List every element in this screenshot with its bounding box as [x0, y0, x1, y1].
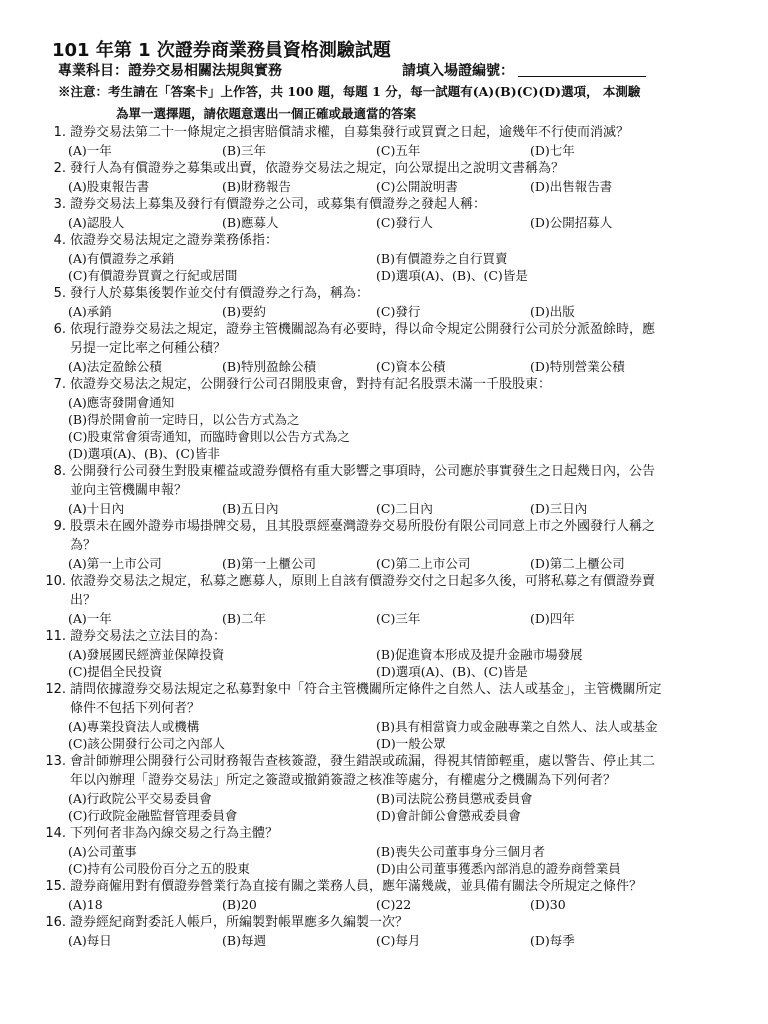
answer-options — [68, 214, 768, 231]
answer-option-a: (A)公司董事 — [68, 844, 137, 859]
answer-option-c: (C)行政院金融監督管理委員會 — [68, 808, 238, 823]
answer-options — [68, 555, 768, 572]
answer-options — [68, 250, 768, 284]
question-item — [0, 159, 768, 195]
answer-options — [68, 646, 768, 680]
answer-option-c: (C)發行 — [376, 304, 421, 319]
question-text — [70, 320, 738, 358]
admission-label: 請填入場證編號： — [402, 63, 514, 79]
question-text-line: 依現行證券交易法之規定，證券主管機關認為有必要時，得以命令規定公開發行公司於分派盈餘時，應 — [70, 322, 656, 337]
question-text-line: 依證券交易法之規定，私募之應募人，原則上自該有價證券交付之日起多久後，可將私募之有價證券賣 — [70, 574, 656, 589]
question-number: 13. — [45, 754, 66, 769]
question-item — [0, 195, 768, 231]
answer-option-d: (D)出售報告書 — [530, 179, 613, 194]
answer-option-a: (A)18 — [68, 897, 103, 912]
question-text — [70, 913, 738, 932]
question-text-line: 公開發行公司發生對股東權益或證券價格有重大影響之事項時，公司應於事實發生之日起幾日內，公告 — [70, 464, 656, 479]
answer-option-d: (D)選項(A)、(B)、(C)皆是 — [376, 268, 528, 283]
answer-option-b: (B)司法院公務員懲戒委員會 — [376, 791, 533, 806]
question-number: 8. — [53, 464, 66, 479]
question-number: 10. — [45, 574, 66, 589]
question-text-line: 會計師辦理公開發行公司財務報告查核簽證，發生錯誤或疏漏，得視其情節輕重，處以警告、停止其二 — [70, 754, 656, 769]
answer-option-d: (D)每季 — [530, 933, 575, 948]
answer-option-c: (C)每月 — [376, 933, 421, 948]
answer-option-c: (C)有價證券買賣之行紀或居間 — [68, 268, 238, 283]
answer-options — [68, 358, 768, 375]
question-text — [70, 680, 738, 718]
question-item — [0, 462, 768, 517]
question-item — [0, 680, 768, 752]
answer-option-b: (B)20 — [222, 897, 257, 912]
question-number: 7. — [53, 377, 66, 392]
subject-label: 專業科目：證券交易相關法規與實務 — [58, 63, 282, 79]
admission-blank-line — [518, 62, 646, 77]
answer-option-a: (A)承銷 — [68, 304, 112, 319]
question-text — [70, 231, 738, 250]
question-text-line: 下列何者非為內線交易之行為主體？ — [70, 826, 279, 841]
answer-option-a: (A)十日內 — [68, 501, 125, 516]
answer-option-a: (A)一年 — [68, 611, 112, 626]
question-text-line: 證券商僱用對有價證券營業行為直接有關之業務人員，應年滿幾歲，並具備有關法令所規定之條件？ — [70, 879, 643, 894]
answer-option-d: (D)七年 — [530, 143, 575, 158]
answer-option-a: (A)發展國民經濟並保障投資 — [68, 647, 225, 662]
answer-option-b: (B)應募人 — [222, 215, 279, 230]
question-item — [0, 517, 768, 572]
question-text-line: 條件不包括下列何者？ — [70, 701, 201, 716]
question-item — [0, 877, 768, 913]
answer-option-b: (B)要約 — [222, 304, 266, 319]
question-item — [0, 375, 768, 462]
question-item — [0, 627, 768, 680]
question-number: 1. — [53, 125, 66, 140]
answer-option-b: (B)第一上櫃公司 — [222, 556, 316, 571]
question-number: 16. — [45, 915, 66, 930]
answer-option-c: (C)二日內 — [376, 501, 433, 516]
answer-option-c: (C)五年 — [376, 143, 421, 158]
question-text — [70, 877, 738, 896]
question-list — [0, 123, 768, 949]
question-item — [0, 320, 768, 375]
exam-note-line2: 為單一選擇題，請依題意選出一個正確或最適當的答案 — [116, 106, 417, 121]
answer-options — [68, 790, 768, 824]
answer-option-b: (B)促進資本形成及提升金融市場發展 — [376, 647, 583, 662]
question-text-line: 證券交易法之立法目的為： — [70, 629, 227, 644]
answer-option-d: (D)由公司董事獲悉內部消息的證券商營業員 — [376, 861, 621, 876]
answer-option-c: (C)三年 — [376, 611, 421, 626]
answer-options — [68, 500, 768, 517]
question-text-line: 股票未在國外證券市場掛牌交易，且其股票經臺灣證券交易所股份有限公司同意上市之外國發行人稱之 — [70, 519, 656, 534]
question-number: 15. — [45, 879, 66, 894]
question-item — [0, 824, 768, 877]
question-text — [70, 627, 738, 646]
question-text — [70, 462, 738, 500]
answer-option-a: (A)專業投資法人或機構 — [68, 719, 200, 734]
answer-options — [68, 718, 768, 752]
question-text-line: 發行人為有償證券之募集或出賣，依證券交易法之規定，向公眾提出之說明文書稱為？ — [70, 161, 565, 176]
question-text-line: 年以內辦理「證券交易法」所定之簽證或撤銷簽證之核准等處分，有權處分之機關為下列何者？ — [70, 773, 617, 788]
answer-option-c: (C)股東常會須寄通知，而臨時會則以公告方式為之 — [68, 429, 350, 444]
answer-option-d: (D)選項(A)、(B)、(C)皆是 — [376, 664, 528, 679]
exam-title: 101 年第 1 次證券商業務員資格測驗試題 — [52, 40, 391, 61]
answer-option-c: (C)第二上市公司 — [376, 556, 471, 571]
answer-option-d: (D)四年 — [530, 611, 575, 626]
question-number: 5. — [53, 286, 66, 301]
answer-option-b: (B)得於開會前一定時日，以公告方式為之 — [68, 412, 300, 427]
answer-option-a: (A)股東報告書 — [68, 179, 150, 194]
answer-option-d: (D)出版 — [530, 304, 575, 319]
question-text-line: 出？ — [70, 593, 97, 608]
question-item — [0, 231, 768, 284]
question-number: 11. — [45, 629, 66, 644]
answer-option-b: (B)每週 — [222, 933, 266, 948]
answer-option-a: (A)第一上市公司 — [68, 556, 162, 571]
answer-options — [68, 303, 768, 320]
answer-options — [68, 610, 768, 627]
answer-option-c: (C)提倡全民投資 — [68, 664, 163, 679]
question-item — [0, 752, 768, 824]
answer-option-b: (B)特別盈餘公積 — [222, 359, 316, 374]
answer-option-a: (A)一年 — [68, 143, 112, 158]
question-number: 12. — [45, 682, 66, 697]
question-number: 14. — [45, 826, 66, 841]
question-text — [70, 284, 738, 303]
answer-options — [68, 932, 768, 949]
question-item — [0, 572, 768, 627]
question-text — [70, 517, 738, 555]
question-text-line: 並向主管機關申報？ — [70, 483, 188, 498]
question-text-line: 證券經紀商對委託人帳戶，所編製對帳單應多久編製一次？ — [70, 915, 409, 930]
answer-option-d: (D)選項(A)、(B)、(C)皆非 — [68, 446, 220, 461]
question-item — [0, 913, 768, 949]
question-text — [70, 375, 738, 394]
question-text — [70, 195, 738, 214]
question-text-line: 證券交易法第二十一條規定之損害賠償請求權，自募集發行或買賣之日起，逾幾年不行使而消滅？ — [70, 125, 630, 140]
question-text-line: 發行人於募集後製作並交付有價證券之行為，稱為： — [70, 286, 370, 301]
answer-option-c: (C)公開說明書 — [376, 179, 458, 194]
question-number: 4. — [53, 233, 66, 248]
answer-option-b: (B)具有相當資力或金融專業之自然人、法人或基金 — [376, 719, 658, 734]
answer-option-d: (D)特別營業公積 — [530, 359, 625, 374]
question-text — [70, 824, 738, 843]
answer-option-c: (C)22 — [376, 897, 412, 912]
answer-option-d: (D)會計師公會懲戒委員會 — [376, 808, 521, 823]
answer-options — [68, 394, 768, 462]
question-text-line: 依證券交易法之規定，公開發行公司召開股東會，對持有記名股票未滿一千股股東： — [70, 377, 552, 392]
question-item — [0, 123, 768, 159]
answer-option-d: (D)第二上櫃公司 — [530, 556, 625, 571]
answer-option-b: (B)三年 — [222, 143, 266, 158]
answer-option-d: (D)公開招募人 — [530, 215, 613, 230]
answer-option-a: (A)應寄發開會通知 — [68, 395, 175, 410]
answer-option-d: (D)三日內 — [530, 501, 588, 516]
answer-options — [68, 896, 768, 913]
question-text — [70, 123, 738, 142]
answer-option-c: (C)資本公積 — [376, 359, 446, 374]
answer-option-d: (D)一般公眾 — [376, 736, 446, 751]
answer-options — [68, 178, 768, 195]
answer-option-a: (A)行政院公平交易委員會 — [68, 791, 212, 806]
question-text-line: 請問依據證券交易法規定之私募對象中「符合主管機關所定條件之自然人、法人或基金」，主管機關所定 — [70, 682, 662, 697]
answer-option-d: (D)30 — [530, 897, 566, 912]
question-text-line: 為？ — [70, 538, 97, 553]
answer-option-b: (B)二年 — [222, 611, 266, 626]
exam-note-line1: ※注意：考生請在「答案卡」上作答，共 100 題，每題 1 分，每一試題有(A)(B)(C)(D)選項， 本測驗 — [58, 84, 641, 99]
answer-option-a: (A)每日 — [68, 933, 112, 948]
answer-option-b: (B)財務報告 — [222, 179, 291, 194]
answer-option-a: (A)有價證券之承銷 — [68, 251, 175, 266]
question-text-line: 依證券交易法規定之證券業務係指： — [70, 233, 279, 248]
answer-option-c: (C)發行人 — [376, 215, 433, 230]
question-text — [70, 752, 738, 790]
question-number: 9. — [53, 519, 66, 534]
question-item — [0, 284, 768, 320]
answer-option-a: (A)認股人 — [68, 215, 125, 230]
admission-number-field — [402, 60, 646, 80]
question-number: 6. — [53, 322, 66, 337]
answer-option-b: (B)有價證券之自行買賣 — [376, 251, 508, 266]
answer-option-b: (B)喪失公司董事身分三個月者 — [376, 844, 545, 859]
question-text-line: 證券交易法上募集及發行有價證券之公司，或募集有價證券之發起人稱： — [70, 197, 487, 212]
answer-option-a: (A)法定盈餘公積 — [68, 359, 162, 374]
question-text — [70, 159, 738, 178]
answer-options — [68, 843, 768, 877]
question-text — [70, 572, 738, 610]
question-number: 3. — [53, 197, 66, 212]
question-text-line: 另提一定比率之何種公積？ — [70, 341, 227, 356]
answer-option-c: (C)持有公司股份百分之五的股東 — [68, 861, 250, 876]
answer-options — [68, 142, 768, 159]
answer-option-b: (B)五日內 — [222, 501, 279, 516]
question-number: 2. — [53, 161, 66, 176]
answer-option-c: (C)該公開發行公司之內部人 — [68, 736, 225, 751]
